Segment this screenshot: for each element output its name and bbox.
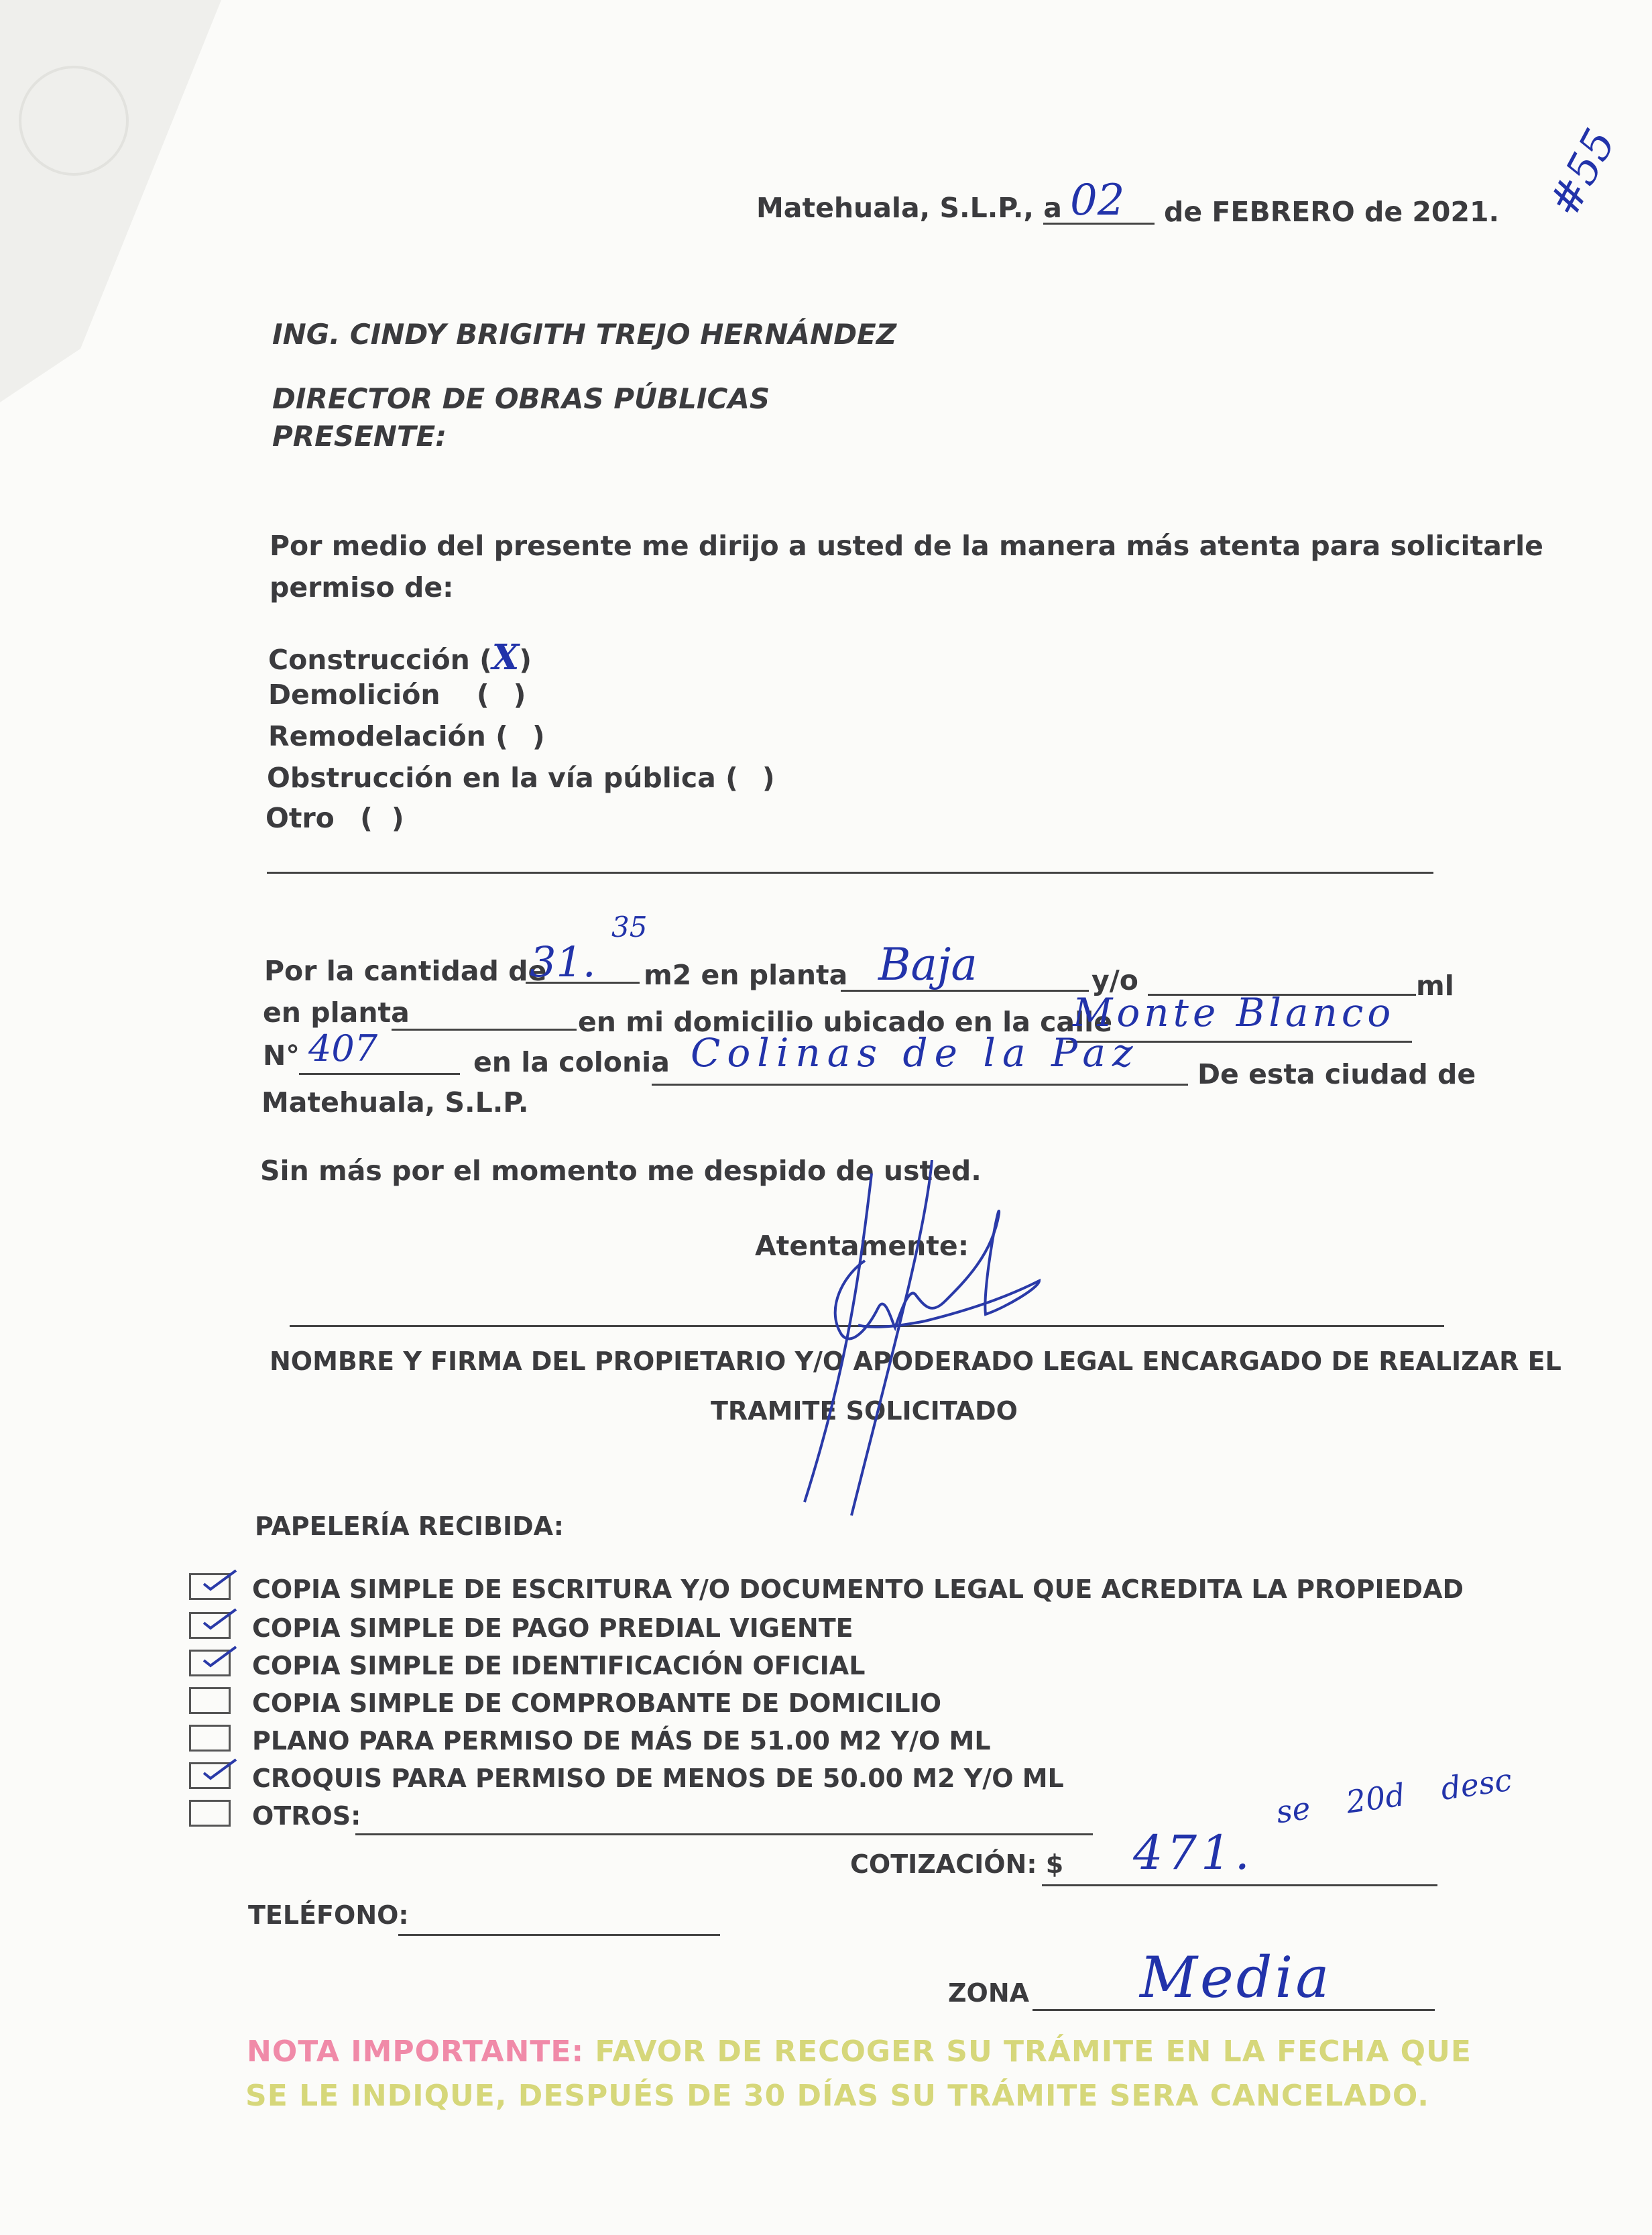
en-planta: en planta (263, 996, 410, 1029)
otro-line (267, 872, 1433, 874)
margin-mark-handwritten: #55 (1539, 121, 1626, 225)
recipient-title: DIRECTOR DE OBRAS PÚBLICAS (272, 382, 770, 415)
nota-label: NOTA IMPORTANTE: (247, 2035, 585, 2069)
recipient-presente: PRESENTE: (272, 420, 447, 453)
zona-value-handwritten: Media (1140, 1945, 1332, 2010)
domicilio-label: en mi domicilio ubicado en la calle (578, 1006, 1113, 1038)
checkbox-domicilio[interactable] (189, 1687, 231, 1714)
calle-value-handwritten: Monte Blanco (1073, 990, 1395, 1035)
permit-type-otro: Otro ( ) (266, 802, 404, 834)
place-date-suffix: de FEBRERO de 2021. (1164, 196, 1500, 228)
sin-mas: Sin más por el momento me despido de usted. (260, 1155, 982, 1187)
telefono-line[interactable] (398, 1907, 720, 1936)
qty-sup-handwritten: 35 (611, 911, 648, 943)
otros-line (355, 1811, 1093, 1835)
permit-type-obstruccion: Obstrucción en la vía pública ( ) (267, 762, 775, 794)
qty-prefix: Por la cantidad de (264, 955, 547, 987)
permit-type-demolicion: Demolición ( ) (268, 679, 526, 711)
construccion-mark: X (491, 637, 520, 678)
signature-drawing (724, 1153, 1073, 1529)
doc-identificacion-label: COPIA SIMPLE DE IDENTIFICACIÓN OFICIAL (252, 1651, 866, 1680)
yo-label: y/o (1092, 964, 1138, 996)
firma-caption-2: TRAMITE SOLICITADO (711, 1396, 1018, 1426)
en-planta-line (392, 999, 577, 1031)
qty-value-handwritten: 31. (530, 937, 596, 986)
doc-escritura-label: COPIA SIMPLE DE ESCRITURA Y/O DOCUMENTO LEGAL QUE ACREDITA LA PROPIEDAD (252, 1574, 1464, 1604)
ciudad-label: De esta ciudad de (1197, 1058, 1476, 1090)
permit-type-construccion: Construcción (X) (268, 637, 532, 678)
checkbox-otros[interactable] (189, 1800, 231, 1827)
doc-domicilio-label: COPIA SIMPLE DE COMPROBANTE DE DOMICILIO (252, 1688, 942, 1718)
papeleria-title: PAPELERÍA RECIBIDA: (255, 1511, 564, 1541)
planta-value-handwritten: Baja (878, 939, 978, 990)
zona-label: ZONA (948, 1978, 1030, 2008)
intro-line-2: permiso de: (270, 571, 454, 604)
cotizacion-value-handwritten: 471. (1133, 1825, 1254, 1880)
num-value-handwritten: 407 (308, 1027, 378, 1070)
doc-plano-label: PLANO PARA PERMISO DE MÁS DE 51.00 M2 Y/O ML (252, 1726, 991, 1756)
permit-type-remodelacion: Remodelación ( ) (268, 720, 545, 752)
check-mark-identificacion (201, 1643, 241, 1670)
nota-line-1: NOTA IMPORTANTE: FAVOR DE RECOGER SU TRÁMITE EN LA FECHA QUE (247, 2035, 1472, 2069)
place-date-prefix: Matehuala, S.L.P., a (756, 192, 1062, 224)
num-label: N° (263, 1039, 300, 1072)
check-mark-escritura (201, 1566, 241, 1593)
day-handwritten: 02 (1070, 176, 1125, 225)
doc-croquis-label: CROQUIS PARA PERMISO DE MENOS DE 50.00 M2 Y/O ML (252, 1764, 1064, 1793)
m2-planta: m2 en planta (644, 959, 848, 991)
checkbox-plano[interactable] (189, 1725, 231, 1752)
cotizacion-extra-handwritten: se 20d desc (1274, 1761, 1515, 1831)
scan-corner-artifact (0, 0, 282, 416)
ml-label: ml (1416, 970, 1454, 1002)
nota-line-2: SE LE INDIQUE, DESPUÉS DE 30 DÍAS SU TRÁMITE SERA CANCELADO. (245, 2079, 1430, 2113)
doc-predial-label: COPIA SIMPLE DE PAGO PREDIAL VIGENTE (252, 1613, 853, 1643)
atentamente: Atentamente: (755, 1230, 969, 1262)
colonia-value-handwritten: Colinas de la Paz (691, 1030, 1140, 1076)
check-mark-predial (201, 1605, 241, 1632)
doc-otros-label: OTROS: (252, 1801, 361, 1831)
recipient-name: ING. CINDY BRIGITH TREJO HERNÁNDEZ (272, 318, 897, 351)
intro-line-1: Por medio del presente me dirijo a usted de la manera más atenta para solicitarle (270, 530, 1543, 562)
firma-caption-1: NOMBRE Y FIRMA DEL PROPIETARIO Y/O APODERADO LEGAL ENCARGADO DE REALIZAR EL (270, 1346, 1561, 1376)
colonia-label: en la colonia (473, 1046, 670, 1078)
ciudad-label-2: Matehuala, S.L.P. (261, 1086, 529, 1119)
check-mark-croquis (201, 1756, 241, 1782)
telefono-label: TELÉFONO: (248, 1900, 409, 1930)
cotizacion-label: COTIZACIÓN: $ (850, 1849, 1064, 1879)
